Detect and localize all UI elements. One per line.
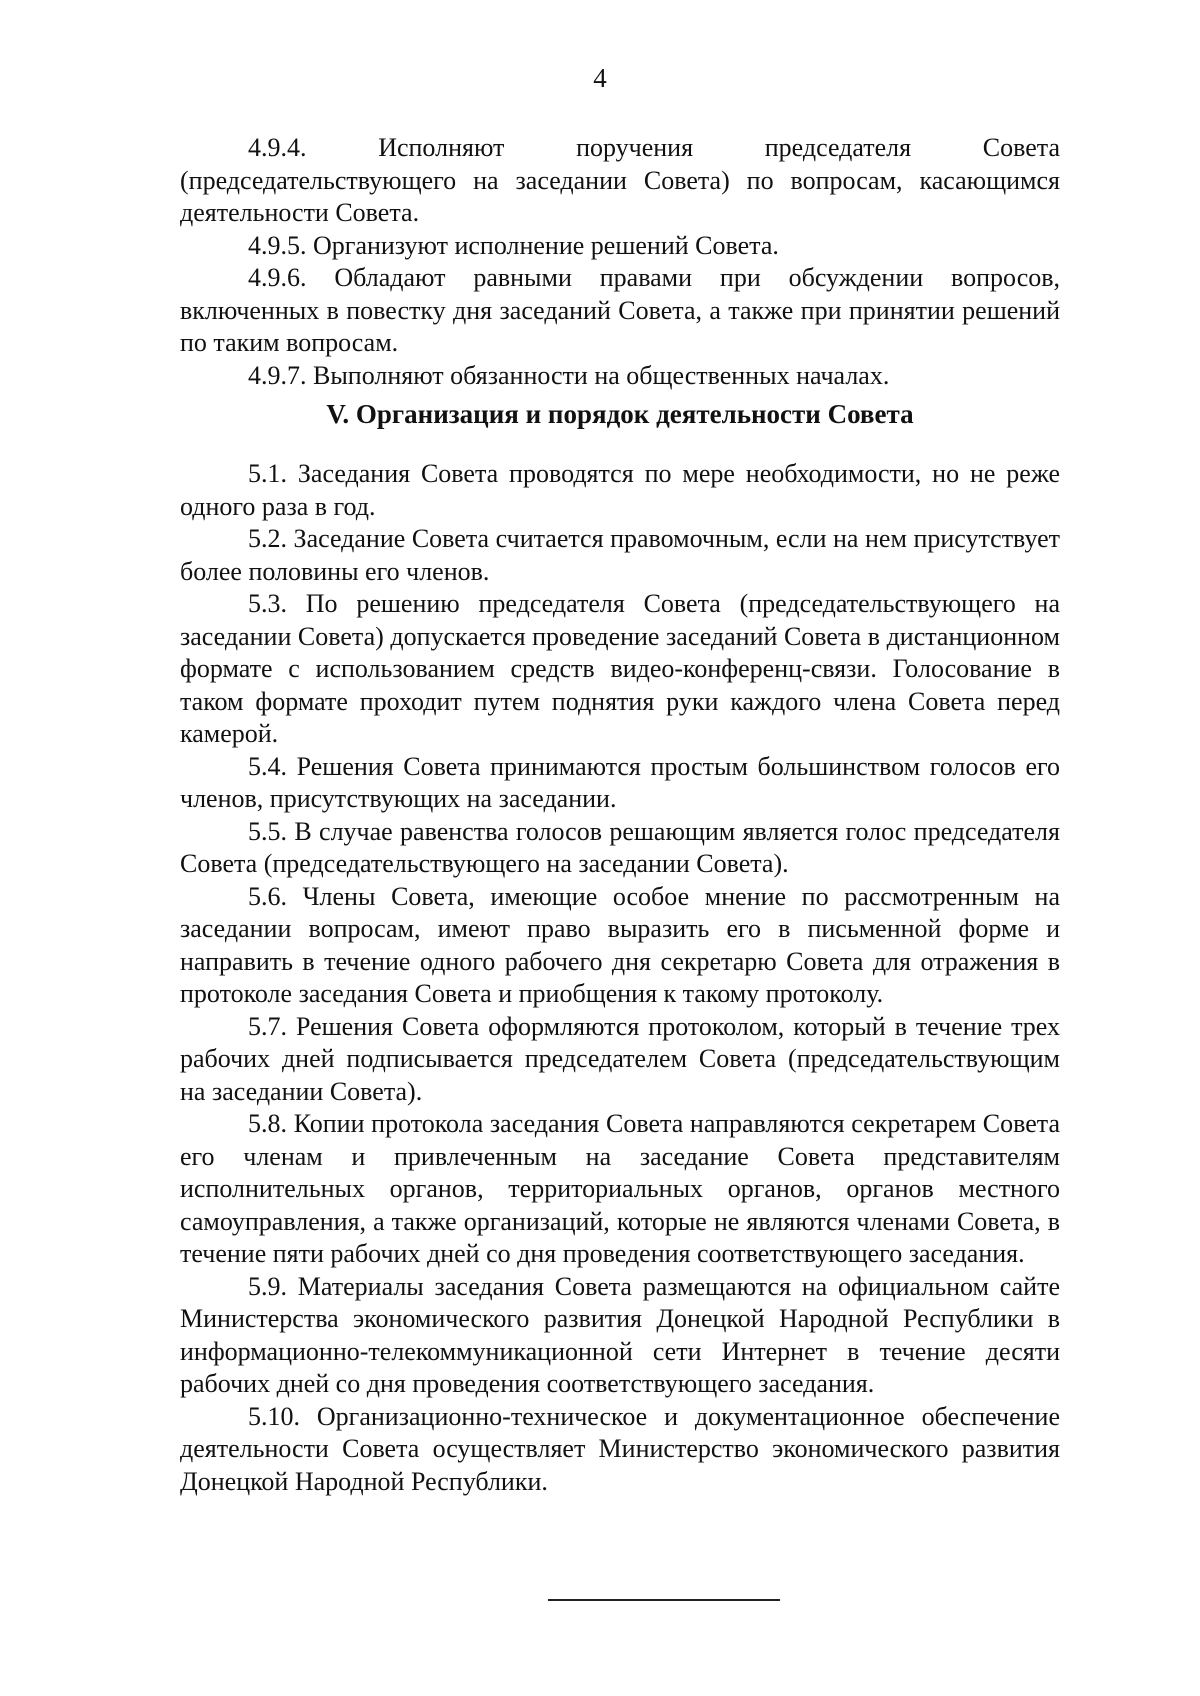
paragraph-5-8 [180, 1108, 1060, 1271]
paragraph-5-10 [180, 1401, 1060, 1499]
paragraph-number: 4.9.6. [248, 263, 307, 292]
paragraph-text: По решению председателя Совета (председательствующего на заседании Совета) допускается проведение заседаний Совета в дистанционном формате с использованием средств видео-конференц-связи. Голосование в таком формате проходит путем поднятия руки каждого члена Совета перед камерой. [180, 589, 1060, 748]
paragraph-5-5 [180, 816, 1060, 881]
paragraph-5-9 [180, 1271, 1060, 1401]
paragraph-number: 5.2. [248, 524, 287, 553]
paragraph-text: Обладают равными правами при обсуждении вопросов, включенных в повестку дня заседаний Совета, а также при принятии решений по таким вопросам. [180, 263, 1061, 357]
end-of-document-rule [548, 1599, 780, 1601]
paragraph-number: 4.9.5. [248, 230, 307, 260]
paragraph-number: 4.9.4. [248, 133, 307, 162]
paragraph-5-4 [180, 751, 1060, 816]
paragraph-number: 5.5. [248, 816, 287, 846]
paragraph-text: Решения Совета принимаются простым большинством голосов его членов, присутствующих на заседании. [180, 751, 1060, 813]
section-5-paragraphs [180, 458, 1060, 1498]
paragraph-number: 5.7. [248, 1011, 287, 1041]
paragraph-number: 5.4. [248, 751, 287, 781]
paragraph-5-3 [180, 588, 1060, 751]
paragraph-5-7 [180, 1011, 1060, 1109]
page-number: 4 [593, 63, 607, 93]
paragraph-4-9-7 [180, 360, 1060, 393]
paragraph-number: 5.1. [248, 459, 287, 488]
section-4-9-paragraphs [180, 132, 1060, 392]
paragraph-5-2 [180, 523, 1060, 588]
paragraph-5-1 [180, 458, 1060, 523]
paragraph-5-6 [180, 881, 1060, 1011]
paragraph-text: Организационно-техническое и документационное обеспечение деятельности Совета осуществляет Министерство экономического развития Донецкой Народной Республики. [180, 1401, 1061, 1496]
paragraph-text: Материалы заседания Совета размещаются на официальном сайте Министерства экономического развития Донецкой Народной Республики в информационно-телекоммуникационной сети Интернет в течение десяти рабочих дней со дня проведения соответствующего заседания. [180, 1271, 1060, 1398]
paragraph-text: Заседание Совета считается правомочным, если на нем присутствует более половины его членов. [180, 524, 1061, 586]
paragraph-number: 5.8. [248, 1109, 287, 1138]
paragraph-number: 5.6. [248, 881, 287, 911]
paragraph-text: В случае равенства голосов решающим является голос председателя Совета (председательствующего на заседании Совета). [180, 816, 1060, 878]
paragraph-text: Организуют исполнение решений Совета. [313, 230, 779, 260]
paragraph-number: 5.3. [248, 589, 287, 618]
paragraph-number: 5.10. [248, 1401, 300, 1431]
paragraph-number: 4.9.7. [248, 360, 307, 390]
paragraph-text: Выполняют обязанности на общественных началах. [313, 360, 890, 390]
section-heading: V. Организация и порядок деятельности Совета [326, 399, 914, 429]
paragraph-text: Копии протокола заседания Совета направляются секретарем Совета его членам и привлеченным на заседание Совета представителям исполнительных органов, территориальных органов, органов местного самоуправления, а также организаций, которые не являются членами Совета, в течение пяти рабочих дней со дня проведения соответствующего заседания. [180, 1109, 1060, 1268]
paragraph-number: 5.9. [248, 1271, 287, 1301]
paragraph-text: Члены Совета, имеющие особое мнение по рассмотренным на заседании вопросам, имеют право выразить его в письменной форме и направить в течение одного рабочего дня секретарю Совета для отражения в протоколе заседания Совета и приобщения к такому протоколу. [180, 881, 1060, 1008]
paragraph-4-9-5 [180, 230, 1060, 263]
paragraph-text: Исполняют поручения председателя Совета (председательствующего на заседании Совета) по вопросам, касающимся деятельности Совета. [180, 133, 1060, 227]
paragraph-4-9-6 [180, 262, 1060, 360]
paragraph-text: Решения Совета оформляются протоколом, который в течение трех рабочих дней подписывается председателем Совета (председательствующим на заседании Совета). [180, 1011, 1061, 1106]
paragraph-4-9-4 [180, 132, 1060, 230]
paragraph-text: Заседания Совета проводятся по мере необходимости, но не реже одного раза в год. [180, 459, 1061, 521]
